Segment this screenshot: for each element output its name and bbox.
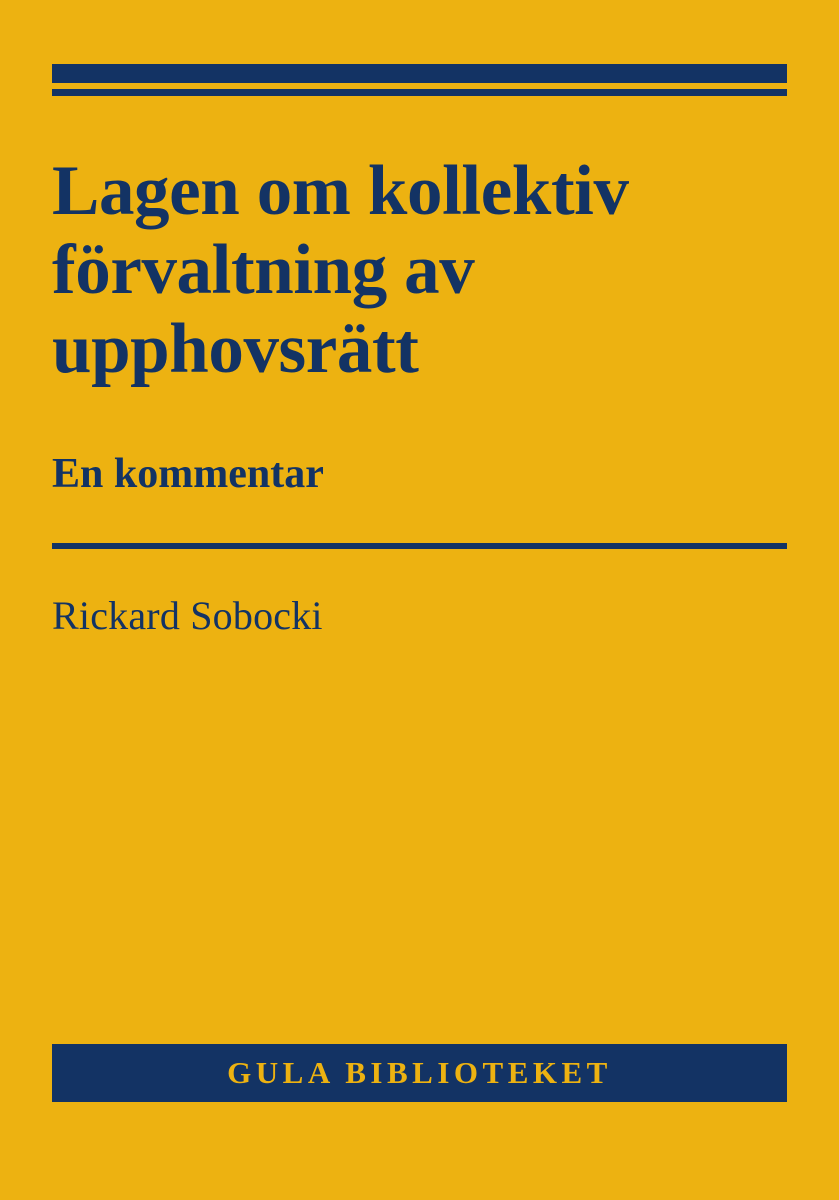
top-rule-thick bbox=[52, 64, 787, 83]
series-banner bbox=[52, 1044, 787, 1102]
book-author: Rickard Sobocki bbox=[52, 593, 323, 638]
book-title: Lagen om kollektiv förvaltning av upphovsrätt bbox=[52, 152, 629, 388]
book-subtitle: En kommentar bbox=[52, 451, 324, 498]
top-rule-thin bbox=[52, 89, 787, 96]
title-block bbox=[52, 152, 792, 498]
series-label: GULA BIBLIOTEKET bbox=[227, 1055, 612, 1090]
top-rule-group bbox=[52, 64, 787, 96]
author-divider bbox=[52, 543, 787, 549]
